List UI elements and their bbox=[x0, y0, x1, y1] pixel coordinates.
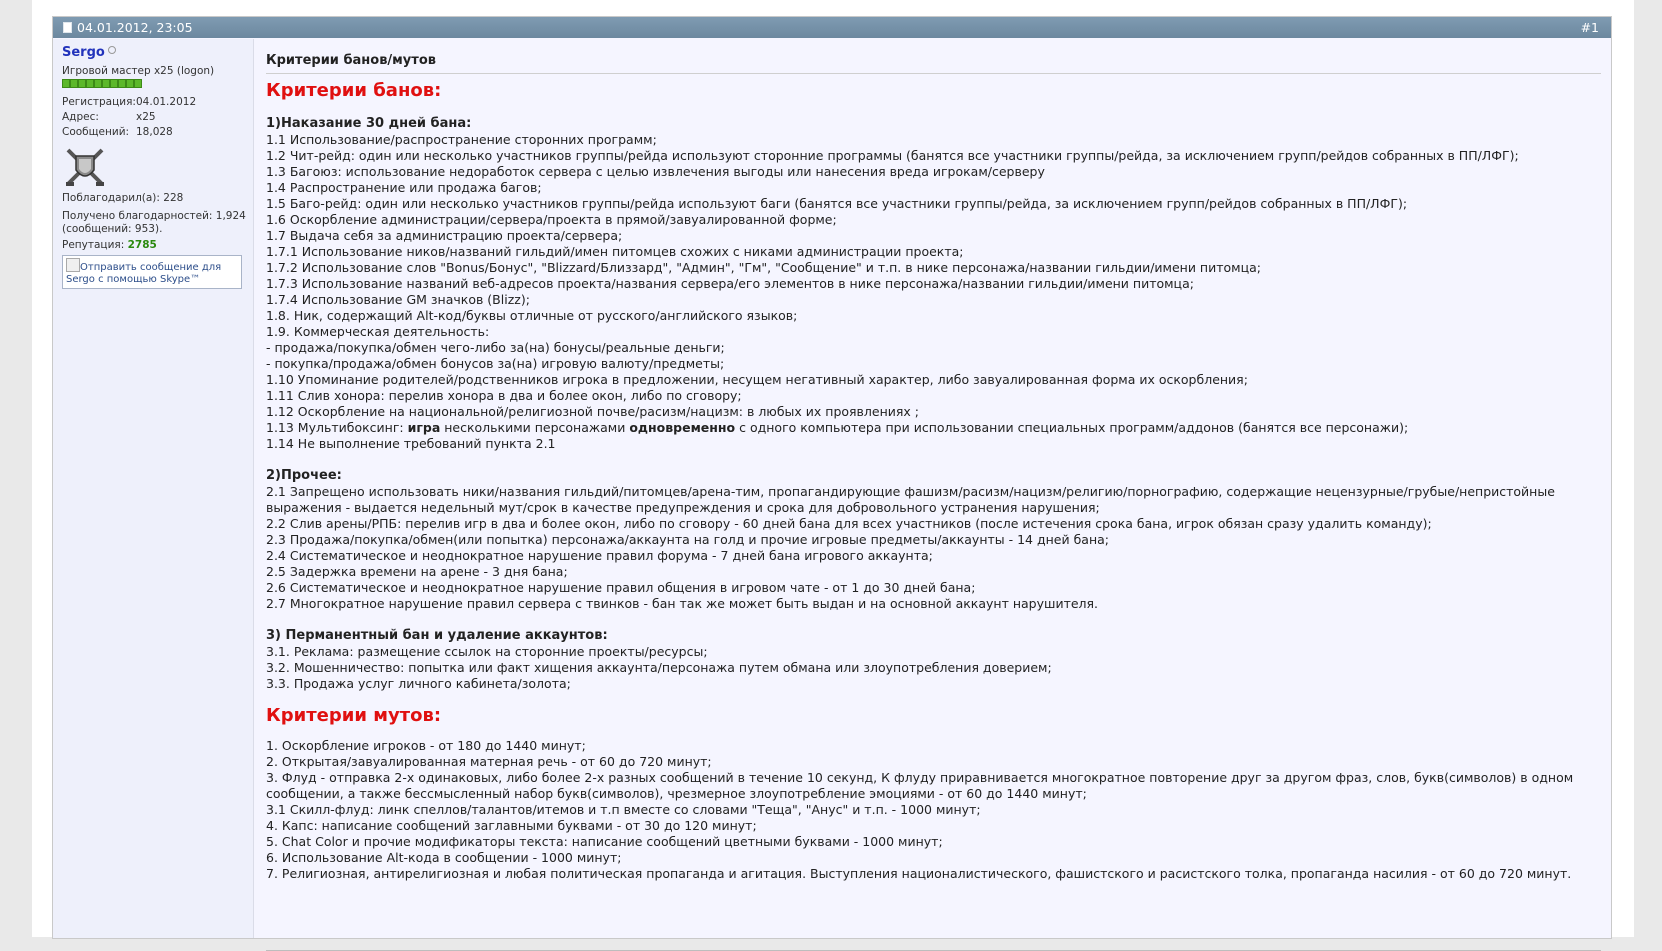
rule-item: 1.1 Использование/распространение сторонних программ; bbox=[266, 132, 657, 147]
rule-item: 1.10 Упоминание родителей/родственников игрока в предложении, несущем негативный характер, либо завуалированная форма их оскорбления; bbox=[266, 372, 1248, 387]
mute-rule-item: 5. Chat Color и прочие модификаторы текста: написание сообщений цветными буквами - 1000 минут; bbox=[266, 834, 943, 849]
rule-item: 1.2 Чит-рейд: один или несколько участников группы/рейда используют сторонние программы (банятся все участники группы/рейда, за исключением групп/рейдов собранных в ПП/ЛФГ); bbox=[266, 148, 1519, 163]
section-1-title: 1)Наказание 30 дней бана: bbox=[266, 116, 472, 131]
forum-post bbox=[52, 16, 1612, 939]
skype-label: Отправить сообщение для Sergo с помощью Skype™ bbox=[66, 262, 222, 285]
rule-item: 2.5 Задержка времени на арене - 3 дня бана; bbox=[266, 564, 568, 579]
rule-item: 2.3 Продажа/покупка/обмен(или попытка) персонажа/аккаунта на голд и прочие игровые предметы/аккаунты - 14 дней бана; bbox=[266, 532, 1109, 547]
reputation-value: 2785 bbox=[127, 239, 157, 251]
mute-rule-item: 7. Религиозная, антирелигиозная и любая политическая пропаганда и агитация. Выступления националистического, фашистского и расистского толка, пропаганда насилия - от 60 до 720 минут. bbox=[266, 866, 1572, 881]
rule-item: 1.5 Баго-рейд: один или несколько участников группы/рейда используют баги (банятся все участники группы/рейда, за исключением групп/рейдов собранных в ПП/ЛФГ); bbox=[266, 196, 1408, 211]
reputation-bar bbox=[62, 79, 253, 88]
section-3-list bbox=[266, 644, 1601, 692]
post-header bbox=[53, 17, 1611, 38]
mute-rule-item: 6. Использование Alt-кода в сообщении - 1000 минут; bbox=[266, 850, 622, 865]
mute-rule-item: 4. Капс: написание сообщений заглавными буквами - от 30 до 120 минут; bbox=[266, 818, 757, 833]
rule-item: 3.3. Продажа услуг личного кабинета/золота; bbox=[266, 676, 571, 691]
rule-item: 2.7 Многократное нарушение правил сервера с твинков - бан так же может быть выдан и на основной аккаунт нарушителя. bbox=[266, 596, 1099, 611]
reputation-segment bbox=[78, 79, 86, 88]
rule-item: 1.4 Распространение или продажа багов; bbox=[266, 180, 542, 195]
reputation-segment bbox=[94, 79, 102, 88]
rule-item: 1.7.4 Использование GM значков (Blizz); bbox=[266, 292, 530, 307]
post-date: 04.01.2012, 23:05 bbox=[77, 20, 193, 35]
rule-item: 2.4 Систематическое и неоднократное нарушение правил форума - 7 дней бана игрового аккаунта; bbox=[266, 548, 933, 563]
rule-item: 1.3 Багоюз: использование недоработок сервера с целью извлечения выгоды или нанесения вреда игрокам/серверу bbox=[266, 164, 1045, 179]
addr-label: Адрес: bbox=[62, 111, 99, 123]
addr-value: x25 bbox=[136, 111, 156, 123]
rule-1-13-part: несколькими персонажами bbox=[440, 420, 630, 435]
mute-rule-item: 3.1 Скилл-флуд: линк спеллов/талантов/итемов и т.п вместе со словами "Теща", "Анус" и т.п. - 1000 минут; bbox=[266, 802, 981, 817]
section-2-list bbox=[266, 484, 1601, 612]
user-info-panel bbox=[53, 39, 254, 938]
reputation-segment bbox=[134, 79, 142, 88]
rule-item: 3.1. Реклама: размещение ссылок на сторонние проекты/ресурсы; bbox=[266, 644, 708, 659]
post-content bbox=[266, 39, 1601, 882]
rule-item: 1.7.2 Использование слов "Bonus/Бонус", "Blizzard/Близзард", "Админ", "Гм", "Сообщение" и т.п. в нике персонажа/названии гильдии/имени питомца; bbox=[266, 260, 1261, 275]
rule-item: 1.6 Оскорбление администрации/сервера/проекта в прямой/завуалированной форме; bbox=[266, 212, 837, 227]
reputation-segment bbox=[86, 79, 94, 88]
post-title: Критерии банов/мутов bbox=[266, 53, 1601, 74]
rule-1-13 bbox=[266, 420, 1601, 436]
user-title: Игровой мастер x25 (logon) bbox=[62, 65, 215, 77]
rule-item: 2.2 Слив арены/РПБ: перелив игр в два и более окон, либо по сговору - 60 дней бана для всех участников (после истечения срока бана, игрок обязан сразу удалить команду); bbox=[266, 516, 1432, 531]
mute-rule-item: 3. Флуд - отправка 2-х одинаковых, либо более 2-х разных сообщений в течение 10 секунд, К флуду приравнивается многократное повторение друг за другом фраз, слов, букв(символов) в одном сообщении, а также бессмысленный набор букв(символов), чрезмерное злоупотребление эмоциями - от 60 до 1440 минут; bbox=[266, 770, 1574, 801]
rule-item: 2.1 Запрещено использовать ники/названия гильдий/питомцев/арена-тим, пропагандирующие фашизм/расизм/нацизм/религию/порнографию, содержащие нецензурные/грубые/непристойные выражения - выдается недельный мут/срок в качестве предупреждения и срока для добровольного устранения нарушения; bbox=[266, 484, 1555, 515]
rule-1-13-part: с одного компьютера при использовании специальных программ/аддонов (банятся все персонажи); bbox=[735, 420, 1409, 435]
reputation-label: Репутация: bbox=[62, 239, 128, 251]
rule-1-13-part: 1.13 Мультибоксинг: bbox=[266, 420, 408, 435]
reputation-segment bbox=[70, 79, 78, 88]
rule-1-13-bold: одновременно bbox=[629, 420, 736, 435]
post-status-icon bbox=[63, 22, 72, 33]
rule-item: 1.8. Ник, содержащий Alt-код/буквы отличные от русского/английского языков; bbox=[266, 308, 798, 323]
mute-rule-item: 1. Оскорбление игроков - от 180 до 1440 минут; bbox=[266, 738, 586, 753]
reputation-segment bbox=[62, 79, 70, 88]
broken-image-icon bbox=[66, 258, 80, 272]
rule-item: 1.9. Коммерческая деятельность: bbox=[266, 324, 490, 339]
rule-item: 2.6 Систематическое и неоднократное нарушение правил общения в игровом чате - от 1 до 30 дней бана; bbox=[266, 580, 976, 595]
rule-1-14: 1.14 Не выполнение требований пункта 2.1 bbox=[266, 436, 556, 451]
rule-item: 3.2. Мошенничество: попытка или факт хищения аккаунта/персонажа путем обмана или злоупотребления доверием; bbox=[266, 660, 1052, 675]
msgs-value: 18,028 bbox=[136, 126, 173, 138]
post-number-link[interactable]: #1 bbox=[1580, 20, 1599, 35]
reputation-segment bbox=[126, 79, 134, 88]
thanked-count: Поблагодарил(а): 228 bbox=[62, 192, 184, 204]
reputation-segment bbox=[102, 79, 110, 88]
mutes-heading: Критерии мутов: bbox=[266, 705, 442, 726]
page bbox=[32, 0, 1634, 937]
section-3-title: 3) Перманентный бан и удаление аккаунтов: bbox=[266, 628, 608, 643]
reg-label: Регистрация: bbox=[62, 96, 136, 108]
rule-item: - покупка/продажа/обмен бонусов за(на) игровую валюту/предметы; bbox=[266, 356, 725, 371]
msgs-label: Сообщений: bbox=[62, 126, 130, 138]
rule-item: 1.7 Выдача себя за администрацию проекта/сервера; bbox=[266, 228, 623, 243]
section-1-list bbox=[266, 132, 1601, 420]
rule-item: 1.12 Оскорбление на национальной/религиозной почве/расизм/нацизм: в любых их проявлениях ; bbox=[266, 404, 919, 419]
user-details bbox=[62, 95, 253, 140]
username-link[interactable]: Sergo bbox=[62, 45, 105, 60]
rule-item: - продажа/покупка/обмен чего-либо за(на) бонусы/реальные деньги; bbox=[266, 340, 725, 355]
rule-item: 1.11 Слив хонора: перелив хонора в два и более окон, либо по сговору; bbox=[266, 388, 742, 403]
mutes-list bbox=[266, 738, 1601, 882]
rule-item: 1.7.3 Использование названий веб-адресов проекта/названия сервера/его элементов в нике персонажа/названии гильдии/имени питомца; bbox=[266, 276, 1194, 291]
skype-button[interactable] bbox=[62, 255, 242, 289]
rule-item: 1.7.1 Использование ников/названий гильдий/имен питомцев схожих с никами администрации проекта; bbox=[266, 244, 964, 259]
section-2-title: 2)Прочее: bbox=[266, 468, 342, 483]
bans-heading: Критерии банов: bbox=[266, 80, 442, 101]
received-thanks: Получено благодарностей: 1,924 (сообщений: 953). bbox=[62, 210, 246, 235]
offline-status-icon bbox=[108, 46, 116, 54]
rule-1-13-bold: игра bbox=[407, 420, 441, 435]
reg-value: 04.01.2012 bbox=[136, 96, 197, 108]
crossed-swords-shield-icon bbox=[62, 144, 108, 190]
reputation-segment bbox=[118, 79, 126, 88]
reputation-segment bbox=[110, 79, 118, 88]
mute-rule-item: 2. Открытая/завуалированная матерная речь - от 60 до 720 минут; bbox=[266, 754, 712, 769]
